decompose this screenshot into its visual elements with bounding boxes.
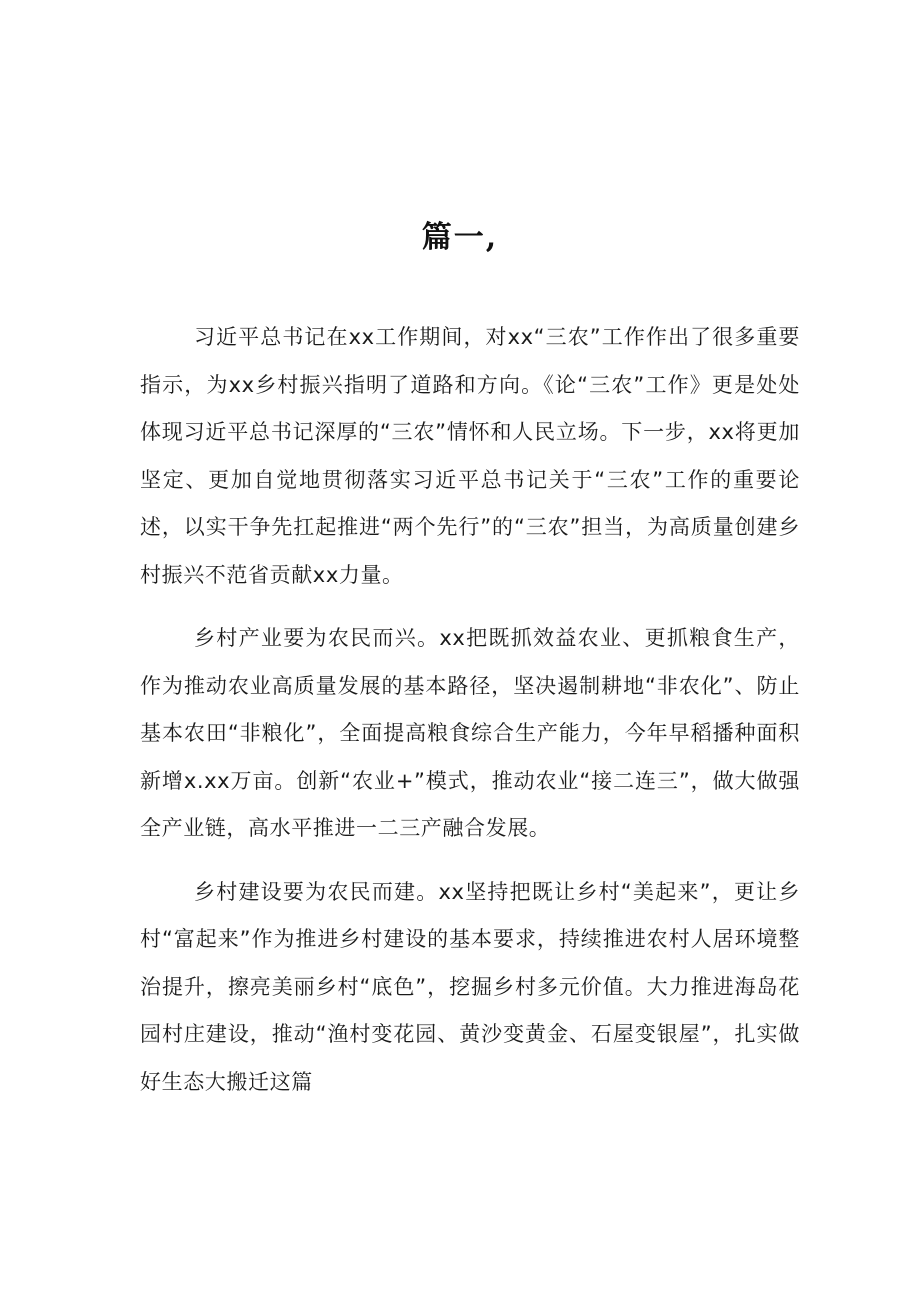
document-body: [140, 314, 800, 1122]
paragraph-intro: 习近平总书记在xx工作期间，对xx“三农”工作作出了很多重要指示，为xx乡村振兴指明了道路和方向。《论“三农”工作》更是处处体现习近平总书记深厚的“三农”情怀和人民立场。下一步，xx将更加坚定、更加自觉地贯彻落实习近平总书记关于“三农”工作的重要论述，以实干争先扛起推进“两个先行”的“三农”担当，为高质量创建乡村振兴不范省贡献xx力量。: [140, 325, 800, 587]
document-title: 篇一,: [421, 220, 499, 255]
paragraph-rural-industry: 乡村产业要为农民而兴。xx把既抓效益农业、更抓粮食生产，作为推动农业高质量发展的基本路径，坚决遏制耕地“非农化”、防止基本农田“非粮化”，全面提高粮食综合生产能力，今年早稻播种面积新增x.xx万亩。创新“农业+”模式，推动农业“接二连三”，做大做强全产业链，高水平推进一二三产融合发展。: [140, 626, 800, 840]
paragraph-rural-construction: 乡村建设要为农民而建。xx坚持把既让乡村“美起来”，更让乡村“富起来”作为推进乡村建设的基本要求，持续推进农村人居环境整治提升，擦亮美丽乡村“底色”，挖掘乡村多元价值。大力推进海岛花园村庄建设，推动“渔村变花园、黄沙变黄金、石屋变银屋”，扎实做好生态大搬迁这篇: [140, 879, 800, 1094]
